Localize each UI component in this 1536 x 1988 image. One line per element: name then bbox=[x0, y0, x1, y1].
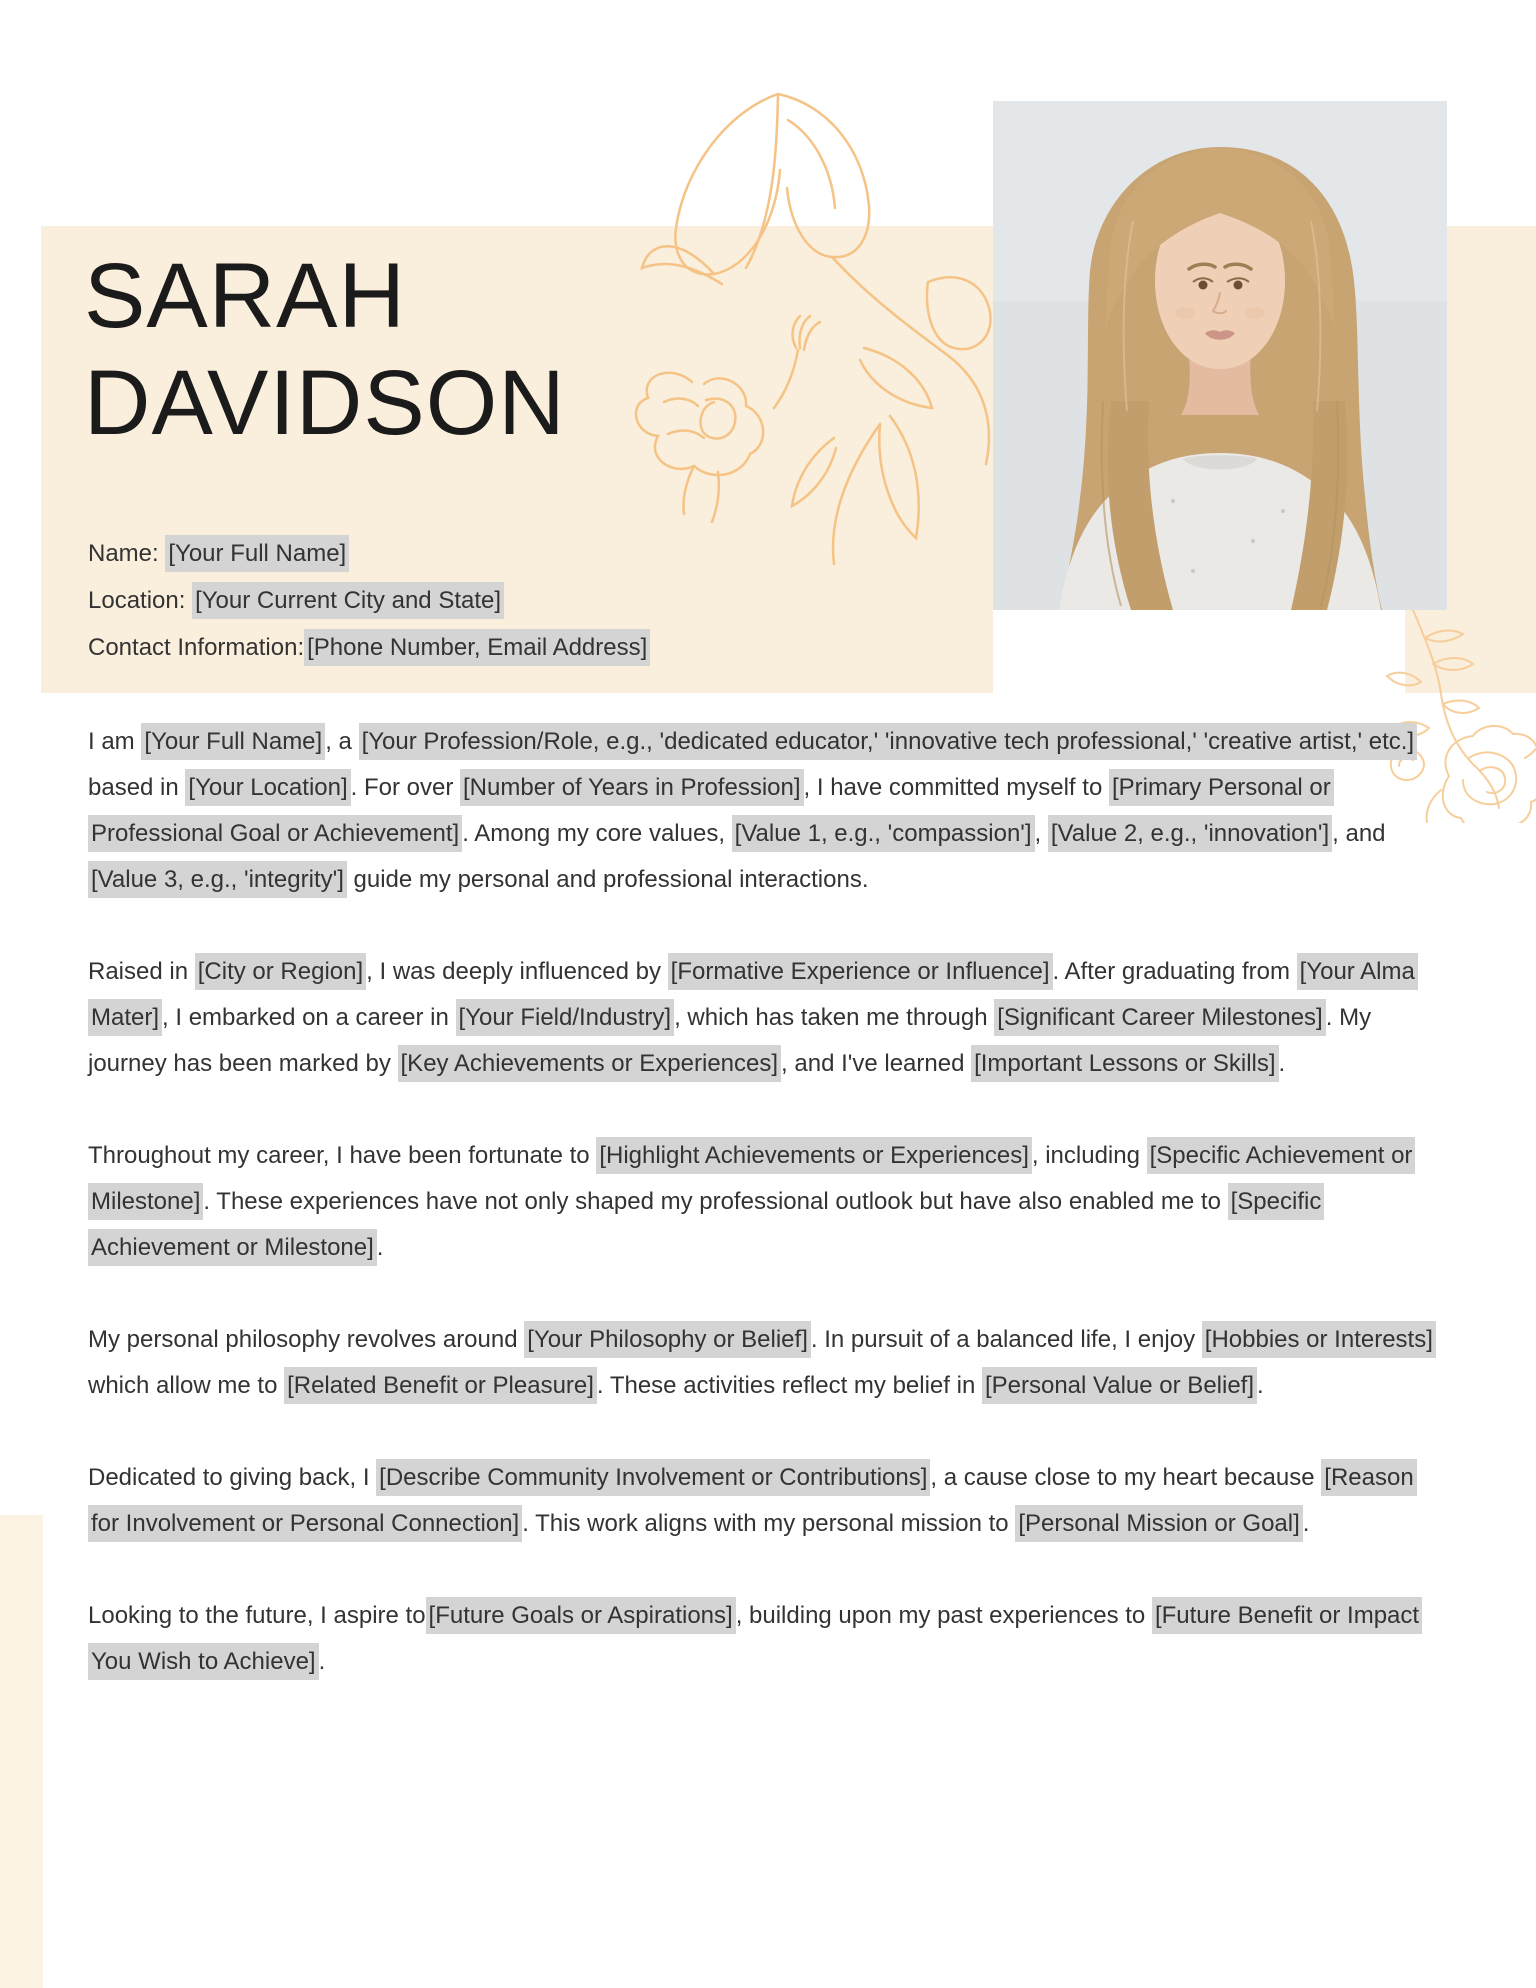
placeholder-highlight[interactable]: [Key Achievements or Experiences] bbox=[398, 1045, 782, 1082]
placeholder-highlight[interactable]: [Hobbies or Interests] bbox=[1202, 1321, 1436, 1358]
placeholder-highlight[interactable]: [Your Location] bbox=[185, 769, 350, 806]
placeholder-highlight[interactable]: [Value 3, e.g., 'integrity'] bbox=[88, 861, 347, 898]
text-run: Throughout my career, I have been fortunate to bbox=[88, 1142, 597, 1169]
photo-white-matte bbox=[993, 610, 1405, 694]
text-run: guide my personal and professional interactions. bbox=[346, 866, 869, 893]
text-run: . bbox=[1257, 1372, 1264, 1399]
bio-paragraph-background bbox=[88, 949, 1443, 1087]
text-run: , a cause close to my heart because bbox=[930, 1464, 1322, 1491]
placeholder-highlight[interactable]: [Number of Years in Profession] bbox=[460, 769, 804, 806]
text-run: . bbox=[1302, 1510, 1310, 1537]
text-run: , I was deeply influenced by bbox=[366, 958, 668, 985]
text-run: , I embarked on a career in bbox=[162, 1004, 456, 1031]
placeholder-highlight[interactable]: [Value 1, e.g., 'compassion'] bbox=[732, 815, 1035, 852]
text-run: , and I've learned bbox=[781, 1050, 972, 1077]
placeholder-highlight[interactable]: [Your Full Name] bbox=[141, 723, 325, 760]
text-run: . After graduating from bbox=[1052, 958, 1297, 985]
contact-location-line bbox=[88, 577, 908, 624]
contact-block bbox=[88, 530, 908, 671]
title-last-name: DAVIDSON bbox=[84, 352, 566, 454]
placeholder-highlight[interactable]: [Value 2, e.g., 'innovation'] bbox=[1048, 815, 1332, 852]
portrait-photo bbox=[993, 101, 1447, 610]
text-run: My personal philosophy revolves around bbox=[88, 1326, 525, 1353]
placeholder-highlight[interactable]: [Your Full Name] bbox=[165, 535, 349, 572]
placeholder-highlight[interactable]: [Your Philosophy or Belief] bbox=[524, 1321, 811, 1358]
text-run: . My journey has been marked by bbox=[88, 1004, 1372, 1077]
text-run: . Among my core values, bbox=[462, 820, 732, 847]
text-run: . In pursuit of a balanced life, I enjoy bbox=[810, 1326, 1202, 1353]
placeholder-highlight[interactable]: [Future Goals or Aspirations] bbox=[426, 1597, 736, 1634]
text-run: . These experiences have not only shaped my professional outlook but have also enabled me to bbox=[203, 1188, 1228, 1215]
contact-name-line bbox=[88, 530, 908, 577]
page-title bbox=[84, 243, 566, 457]
text-run: , including bbox=[1031, 1142, 1147, 1169]
text-run: , building upon my past experiences to bbox=[735, 1602, 1152, 1629]
placeholder-highlight[interactable]: [City or Region] bbox=[195, 953, 366, 990]
placeholder-highlight[interactable]: [Phone Number, Email Address] bbox=[304, 629, 650, 666]
left-cream-strip bbox=[0, 1515, 43, 1988]
placeholder-highlight[interactable]: [Your Field/Industry] bbox=[456, 999, 675, 1036]
text-run: , I have committed myself to bbox=[803, 774, 1109, 801]
text-run: . For over bbox=[350, 774, 460, 801]
text-run: , and bbox=[1332, 820, 1386, 847]
text-run: based in bbox=[88, 774, 186, 801]
text-run: Looking to the future, I aspire to bbox=[88, 1602, 426, 1629]
placeholder-highlight[interactable]: [Future Benefit or Impact You Wish to Achieve] bbox=[88, 1597, 1422, 1680]
placeholder-highlight[interactable]: [Describe Community Involvement or Contributions] bbox=[376, 1459, 930, 1496]
bio-paragraph-community bbox=[88, 1455, 1443, 1547]
bio-paragraph-intro bbox=[88, 719, 1443, 903]
text-run: which allow me to bbox=[88, 1372, 285, 1399]
text-run: Contact Information: bbox=[88, 634, 305, 661]
placeholder-highlight[interactable]: [Your Profession/Role, e.g., 'dedicated educator,' 'innovative tech professional,' 'creative artist,' etc.] bbox=[359, 723, 1418, 760]
text-run: Dedicated to giving back, I bbox=[88, 1464, 377, 1491]
placeholder-highlight[interactable]: [Your Current City and State] bbox=[192, 582, 504, 619]
contact-info-line bbox=[88, 624, 908, 671]
placeholder-highlight[interactable]: [Significant Career Milestones] bbox=[994, 999, 1325, 1036]
text-run: , a bbox=[325, 728, 359, 755]
text-run: . bbox=[318, 1648, 326, 1675]
flower-line-art bbox=[628, 86, 1028, 566]
placeholder-highlight[interactable]: [Specific Achievement or Milestone] bbox=[88, 1137, 1415, 1220]
placeholder-highlight[interactable]: [Highlight Achievements or Experiences] bbox=[596, 1137, 1032, 1174]
placeholder-highlight[interactable]: [Your Alma Mater] bbox=[88, 953, 1418, 1036]
text-run: I am bbox=[88, 728, 142, 755]
text-run: Location: bbox=[88, 587, 193, 614]
placeholder-highlight[interactable]: [Specific Achievement or Milestone] bbox=[88, 1183, 1324, 1266]
text-run: . bbox=[1278, 1050, 1286, 1077]
placeholder-highlight[interactable]: [Primary Personal or Professional Goal or Achievement] bbox=[88, 769, 1334, 852]
text-run: , which has taken me through bbox=[674, 1004, 995, 1031]
placeholder-highlight[interactable]: [Related Benefit or Pleasure] bbox=[284, 1367, 597, 1404]
text-run: , bbox=[1034, 820, 1048, 847]
bio-paragraph-career bbox=[88, 1133, 1443, 1271]
text-run: . bbox=[376, 1234, 384, 1261]
placeholder-highlight[interactable]: [Personal Mission or Goal] bbox=[1015, 1505, 1302, 1542]
placeholder-highlight[interactable]: [Personal Value or Belief] bbox=[982, 1367, 1257, 1404]
text-run: Raised in bbox=[88, 958, 195, 985]
text-run: Name: bbox=[88, 540, 166, 567]
title-first-name: SARAH bbox=[84, 245, 406, 347]
bio-paragraph-future bbox=[88, 1593, 1443, 1685]
placeholder-highlight[interactable]: [Formative Experience or Influence] bbox=[668, 953, 1053, 990]
placeholder-highlight[interactable]: [Reason for Involvement or Personal Connection] bbox=[88, 1459, 1417, 1542]
bio-paragraph-philosophy bbox=[88, 1317, 1443, 1409]
placeholder-highlight[interactable]: [Important Lessons or Skills] bbox=[971, 1045, 1278, 1082]
text-run: . These activities reflect my belief in bbox=[596, 1372, 982, 1399]
text-run: . This work aligns with my personal mission to bbox=[522, 1510, 1016, 1537]
bio-body bbox=[88, 719, 1443, 1731]
